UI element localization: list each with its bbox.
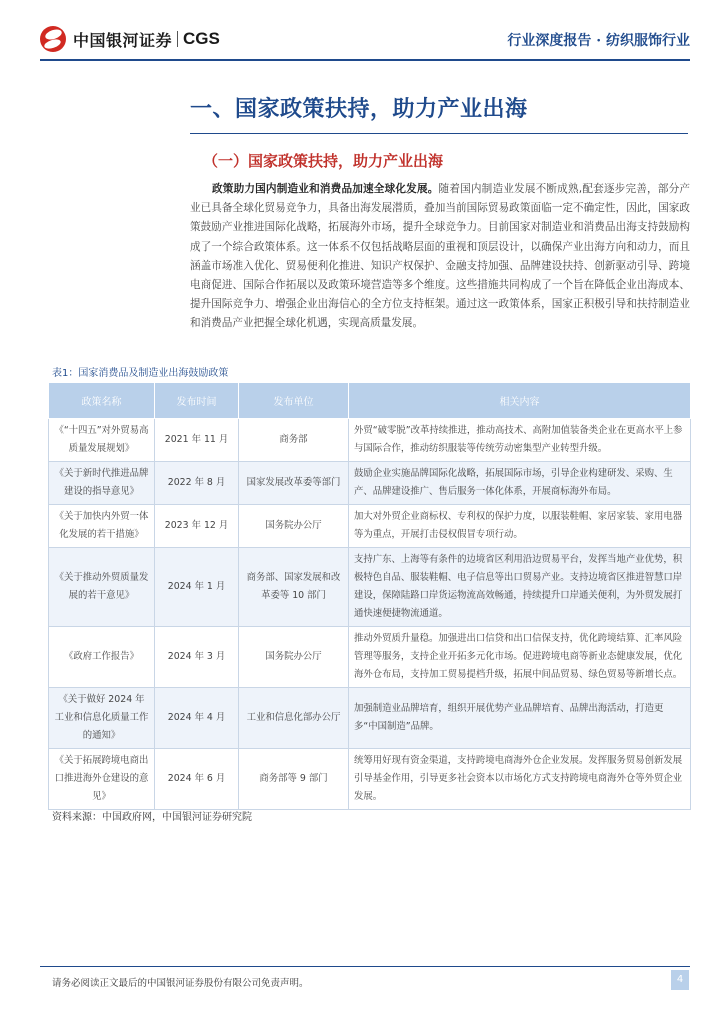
company-logo: [40, 26, 220, 52]
policy-name: 《关于拓展跨境电商出口推进海外仓建设的意见》: [49, 749, 155, 810]
release-date: 2021 年 11 月: [155, 419, 239, 462]
page-header: [0, 0, 724, 64]
data-source-note: 资料来源：中国政府网，中国银河证券研究院: [52, 812, 252, 823]
table-row: [49, 749, 691, 810]
body-paragraph: [190, 180, 690, 334]
policy-name: 《政府工作报告》: [49, 627, 155, 688]
release-date: 2024 年 3 月: [155, 627, 239, 688]
policy-name: 《关于新时代推进品牌建设的指导意见》: [49, 462, 155, 505]
header-issuing-body: 发布单位: [239, 383, 349, 419]
header-policy-name: 政策名称: [49, 383, 155, 419]
table-row: [49, 548, 691, 627]
header-related-content: 相关内容: [349, 383, 691, 419]
paragraph-body: 随着国内制造业发展不断成熟,配套逐步完善，部分产业已具备全球化贸易竞争力，具备出海发展潜质，叠加当前国际贸易政策面临一定不确定性，因此，国家政策鼓励产业推进国际化战略，拓展海外市场，提升全球竞争力。目前国家对制造业和消费品出海支持鼓励构成了一个综合政策体系。这一体系不仅包括战略层面的重视和顶层设计，以确保产业出海方向和动力，而且涵盖市场准入优化、贸易便利化推进、知识产权保护、金融支持加强、品牌建设扶持、创新驱动引导、跨境电商促进、国际合作拓展以及政策环境营造等多个维度。这些措施共同构成了一个旨在降低企业出海成本、提升国际竞争力、增强企业出海信心的全方位支持框架。通过这一政策体系，国家正积极引导和扶持制造业和消费品产业把握全球化机遇，实现高质量发展。: [190, 183, 690, 330]
footer-rule: [40, 966, 690, 967]
paragraph-lead: 政策助力国内制造业和消费品加速全球化发展。: [212, 183, 439, 195]
related-content: 支持广东、上海等有条件的边境省区利用沿边贸易平台，发挥当地产业优势，积极特色自品、服装鞋帽、电子信息等出口贸易产业。支持边境省区推进智慧口岸建设，保障陆路口岸货运物流高效畅通，持续提升口岸通关便利，为外贸发展打通快速便捷物流通道。: [349, 548, 691, 627]
table-row: [49, 462, 691, 505]
related-content: 推动外贸质升量稳。加强进出口信贷和出口信保支持，优化跨境结算、汇率风险管理等服务，支持企业开拓多元化市场。促进跨境电商等新业态健康发展，优化海外仓布局，支持加工贸易提档升级，拓展中间品贸易、绿色贸易等新增长点。: [349, 627, 691, 688]
issuing-body: 商务部等 9 部门: [239, 749, 349, 810]
policy-name: 《关于推动外贸质量发展的若干意见》: [49, 548, 155, 627]
header-rule: [40, 59, 690, 61]
related-content: 加强制造业品牌培育，组织开展优势产业品牌培育、品牌出海活动，打造更多“中国制造”品牌。: [349, 688, 691, 749]
policy-table: [48, 382, 691, 810]
release-date: 2022 年 8 月: [155, 462, 239, 505]
issuing-body: 工业和信息化部办公厅: [239, 688, 349, 749]
page-number: 4: [671, 970, 689, 990]
issuing-body: 国务院办公厅: [239, 505, 349, 548]
policy-name: 《“十四五”对外贸易高质量发展规划》: [49, 419, 155, 462]
document-tag: 行业深度报告 · 纺织服饰行业: [507, 33, 690, 49]
policy-name: 《关于做好 2024 年工业和信息化质量工作的通知》: [49, 688, 155, 749]
section-rule: [190, 133, 688, 134]
release-date: 2024 年 1 月: [155, 548, 239, 627]
table-caption: 表1：国家消费品及制造业出海鼓励政策: [52, 368, 229, 379]
related-content: 统筹用好现有资金渠道，支持跨境电商海外仓企业发展。发挥服务贸易创新发展引导基金作用，引导更多社会资本以市场化方式支持跨境电商海外仓等外贸企业发展。: [349, 749, 691, 810]
table-header-row: [49, 383, 691, 419]
logo-divider: [177, 31, 178, 47]
sub-section-title: （一）国家政策扶持，助力产业出海: [203, 152, 444, 170]
table-row: [49, 419, 691, 462]
table-row: [49, 627, 691, 688]
logo-icon: [40, 26, 66, 52]
release-date: 2024 年 6 月: [155, 749, 239, 810]
issuing-body: 商务部: [239, 419, 349, 462]
section-title: 一、国家政策扶持，助力产业出海: [190, 96, 528, 122]
release-date: 2024 年 4 月: [155, 688, 239, 749]
issuing-body: 国家发展改革委等部门: [239, 462, 349, 505]
logo-chinese-name: 中国银河证券: [73, 30, 173, 50]
release-date: 2023 年 12 月: [155, 505, 239, 548]
related-content: 鼓励企业实施品牌国际化战略，拓展国际市场，引导企业构建研发、采购、生产、品牌建设推广、售后服务一体化体系，开展商标海外布局。: [349, 462, 691, 505]
issuing-body: 国务院办公厅: [239, 627, 349, 688]
logo-english-name: CGS: [183, 29, 220, 48]
related-content: 加大对外贸企业商标权、专利权的保护力度，以服装鞋帽、家居家装、家用电器等为重点，开展打击侵权假冒专项行动。: [349, 505, 691, 548]
issuing-body: 商务部、国家发展和改革委等 10 部门: [239, 548, 349, 627]
policy-name: 《关于加快内外贸一体化发展的若干措施》: [49, 505, 155, 548]
table-row: [49, 688, 691, 749]
footer-disclaimer: 请务必阅读正文最后的中国银河证券股份有限公司免责声明。: [52, 978, 309, 989]
related-content: 外贸“破零脱”改革持续推进，推动高技术、高附加值装备类企业在更高水平上参与国际合作，推动纺织服装等传统劳动密集型产业转型升级。: [349, 419, 691, 462]
header-release-date: 发布时间: [155, 383, 239, 419]
table-row: [49, 505, 691, 548]
